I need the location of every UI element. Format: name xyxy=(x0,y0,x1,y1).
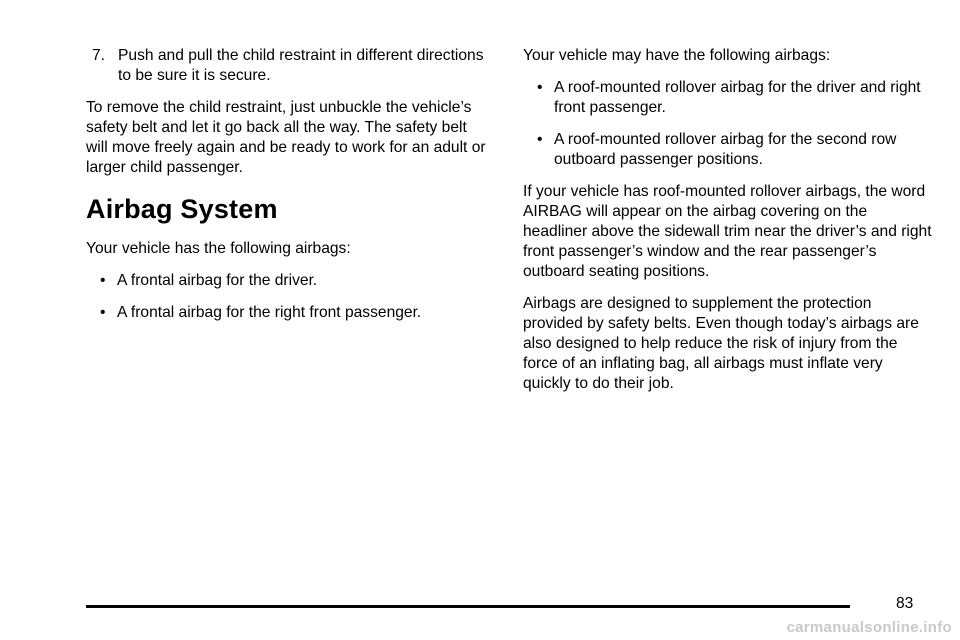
rollover-paragraph: If your vehicle has roof-mounted rollover airbags, the word AIRBAG will appear on the airbag covering on the headliner above the sidewall trim near the driver’s and right front passenger’s window and the rear passenger’s outboard seating positions. xyxy=(523,183,932,280)
right-column xyxy=(523,46,933,406)
left-bullet-list xyxy=(86,271,486,323)
list-item xyxy=(523,130,933,170)
step-7 xyxy=(86,46,486,86)
step-number: 7. xyxy=(92,47,106,64)
right-intro: Your vehicle may have the following airbags: xyxy=(523,47,831,64)
list-item xyxy=(86,303,486,323)
list-item xyxy=(86,271,486,291)
list-item-text: A roof-mounted rollover airbag for the second row outboard passenger positions. xyxy=(554,131,897,168)
bullet-icon: • xyxy=(100,304,106,321)
list-item-text: A frontal airbag for the driver. xyxy=(117,272,318,289)
footer-rule xyxy=(86,605,850,608)
removal-paragraph: To remove the child restraint, just unbuckle the vehicle’s safety belt and let it go back all the way. The safety belt will move freely again and be ready to work for an adult or larger child passenger. xyxy=(86,99,486,176)
step-text: Push and pull the child restraint in different directions to be sure it is secure. xyxy=(118,47,484,84)
page-number: 83 xyxy=(896,595,914,612)
left-intro: Your vehicle has the following airbags: xyxy=(86,240,351,257)
list-item-text: A frontal airbag for the right front passenger. xyxy=(117,304,422,321)
bullet-icon: • xyxy=(100,272,106,289)
supplement-paragraph: Airbags are designed to supplement the protection provided by safety belts. Even though today’s airbags are also designed to help reduce the risk of injury from the force of an inflating bag, all airbags must inflate very quickly to do their job. xyxy=(523,295,919,392)
bullet-icon: • xyxy=(537,131,543,148)
section-heading: Airbag System xyxy=(86,194,278,224)
right-bullet-list xyxy=(523,78,933,170)
left-column xyxy=(86,46,486,335)
bullet-icon: • xyxy=(537,79,543,96)
watermark: carmanualsonline.info xyxy=(786,619,952,636)
list-item xyxy=(523,78,933,118)
list-item-text: A roof-mounted rollover airbag for the driver and right front passenger. xyxy=(554,79,921,116)
